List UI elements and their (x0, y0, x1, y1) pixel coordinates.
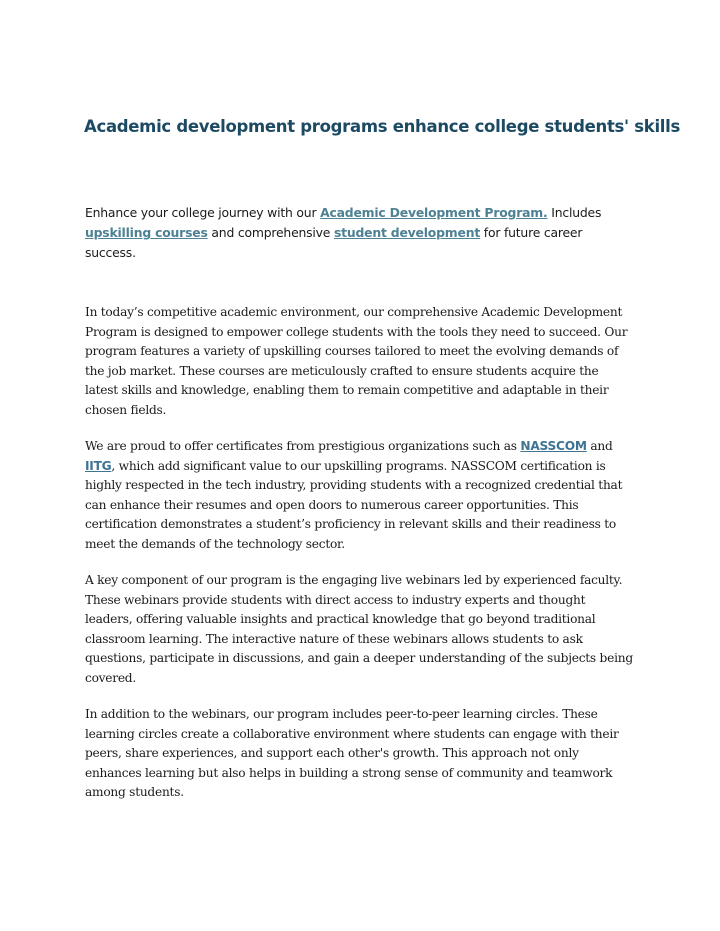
paragraph-line: Program is designed to empower college students with the tools they need to succeed. Our (85, 324, 628, 339)
paragraph-line: A key component of our program is the engaging live webinars led by experienced faculty. (85, 573, 623, 587)
intro-text: and comprehensive (207, 225, 334, 240)
paragraph-text: We are proud to offer certificates from prestigious organizations such as (85, 439, 521, 453)
paragraph-line: latest skills and knowledge, enabling them to remain competitive and adaptable in their (85, 383, 609, 397)
intro-line-1 (85, 203, 605, 223)
student-development-link[interactable]: student development (333, 225, 481, 240)
intro-paragraph (85, 203, 605, 263)
paragraph-line: These webinars provide students with direct access to industry experts and thought (85, 592, 586, 607)
paragraph-line: learning circles create a collaborative environment where students can engage with their (85, 726, 619, 741)
paragraph-text: and (586, 439, 613, 453)
academic-development-program-link[interactable]: Academic Development Program. (320, 205, 548, 220)
paragraph-line: covered. (85, 670, 136, 685)
paragraph-competitive-environment (85, 303, 645, 420)
paragraph-line: highly respected in the tech industry, providing students with a recognized credential that (85, 478, 623, 492)
paragraph-learning-circles (85, 705, 645, 803)
page-title: Academic development programs enhance college students' skills (84, 117, 681, 136)
paragraph-line (85, 437, 645, 457)
paragraph-line: In addition to the webinars, our program includes peer-to-peer learning circles. These (85, 707, 598, 721)
nasscom-link[interactable]: NASSCOM (520, 439, 587, 453)
paragraph-line: chosen fields. (85, 402, 167, 417)
paragraph-text: , which add significant value to our upskilling programs. NASSCOM certification is (111, 458, 606, 473)
paragraph-line: enhances learning but also helps in building a strong sense of community and teamwork (85, 765, 613, 780)
paragraph-line: peers, share experiences, and support each other's growth. This approach not only (85, 746, 579, 760)
paragraph-line: questions, participate in discussions, and gain a deeper understanding of the subjects being (85, 651, 633, 665)
paragraph-line: program features a variety of upskilling courses tailored to meet the evolving demands of (85, 344, 619, 358)
paragraph-line: In today’s competitive academic environment, our comprehensive Academic Development (85, 305, 623, 319)
paragraph-line: certification demonstrates a student’s proficiency in relevant skills and their readiness to (85, 517, 616, 531)
paragraph-line: classroom learning. The interactive nature of these webinars allows students to ask (85, 631, 583, 646)
intro-text: Enhance your college journey with our (85, 205, 321, 220)
paragraph-line (85, 457, 645, 477)
paragraph-line: meet the demands of the technology sector. (85, 536, 345, 551)
paragraph-certificates (85, 437, 645, 554)
paragraph-line: can enhance their resumes and open doors to numerous career opportunities. This (85, 497, 579, 512)
paragraph-webinars (85, 571, 645, 688)
upskilling-courses-link[interactable]: upskilling courses (85, 225, 208, 240)
paragraph-line: among students. (85, 785, 184, 799)
intro-text: for future career (480, 225, 583, 240)
intro-text: Includes (547, 205, 602, 220)
iitg-link[interactable]: IITG (85, 458, 112, 473)
paragraph-line: leaders, offering valuable insights and practical knowledge that go beyond traditional (85, 612, 596, 626)
intro-line-3: success. (85, 245, 136, 260)
intro-line-2 (85, 223, 605, 243)
paragraph-line: the job market. These courses are meticulously crafted to ensure students acquire the (85, 363, 599, 378)
